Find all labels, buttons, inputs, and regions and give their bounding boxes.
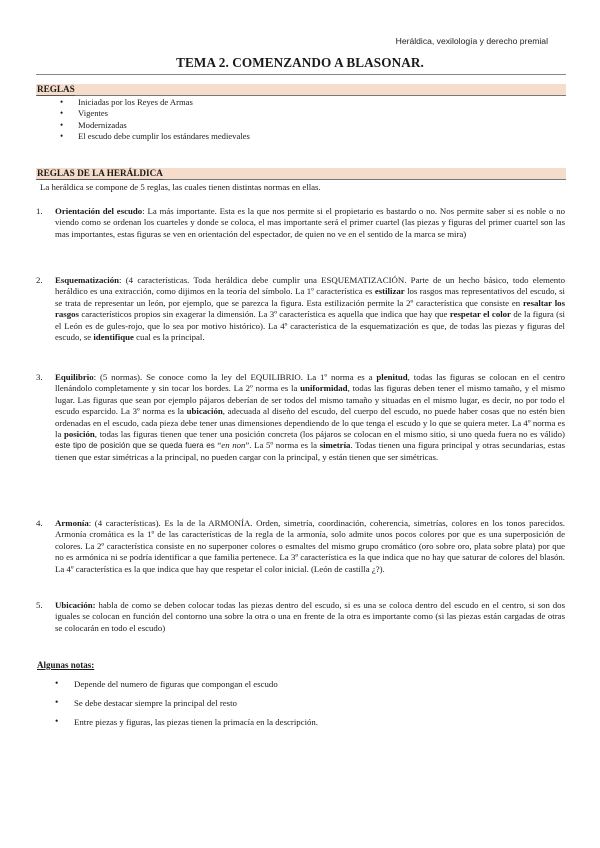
rule-text: , adecuada al diseño del escudo, del cuerpo del escudo, no puede haber cosas que no estén bien ordenadas en el escudo, cada pieza debe tener unas dimensiones dependiendo de lo que tenga el escudo y lo que se quiera meter. La 4º norma es la [55,406,565,440]
rule-number: 5. [36,600,43,610]
section-rule-reglas [36,95,566,96]
rule-number: 3. [36,372,43,382]
list-item: • Modernizadas [52,120,250,131]
rule-item-armonia [36,518,565,575]
reglas-list [52,97,250,143]
rule-term: Armonía [55,518,89,528]
rule-keyword: resaltar los rasgos [55,297,565,320]
rule-item-equilibrio [36,372,566,463]
rule-text: cual es la principal. [133,332,205,343]
list-item: • Se debe destacar siempre la principal del resto [52,694,318,713]
rule-text: : (5 normas). Se conoce como la ley del EQUILIBRIO. La 1º norma es a [93,372,377,382]
rule-text: : (4 características). Es la de la ARMONÍA. Orden, simetría, coordinación, coherencia, simetrías, colores en los tonos parecidos. Armonía cromática es la 1º de las características de la regla de la armonía, solo admite unos pocos colores por que es una superposición de colores. La 2º característica consiste en no superponer colores o esmaltes del mismo grupo cromático (oro sobre oro, plata sobre plata) por que no es armónica ni se podría identificar a que familia pertenece. La 3º característica es la que indica que no hay que saturar de colores del blasón. La 4º característica es la que indica que hay que respetar el color inicial. (León de castilla ¿?). [55,518,565,574]
rule-keyword: uniformidad [300,383,348,394]
rule-item-esquematizacion [36,275,565,343]
title-divider [36,74,566,75]
section-heading-reglas: REGLAS [37,84,75,94]
rule-text: . Todas tienen una figura principal y otras secundarias, estas tienen que estar simétricas a la principal, no pueden cargar con la principal, y están tienen que ser simétricas. [55,440,566,462]
rule-text: ”. La 5º norma es la [245,440,320,451]
rule-term: Equilibrio [55,372,94,382]
rule-keyword: ubicación [186,406,223,417]
rule-keyword: posición [63,429,95,440]
rule-text: “ [214,440,222,451]
rule-term: Esquematización [55,275,120,285]
rule-text: los rasgos mas representativos del escudo, si se trata de representar un león, por ejemplo, que se parezca la figura. Esta estilización permite la 2º característica que consiste en [55,286,565,308]
rule-item-ubicacion [36,600,565,634]
rule-text: : La más importante. Esta es la que nos permite si el propietario es bastardo o no. Nos permite saber si es noble o no viendo como se ordenan los cuarteles y donde se coloca, el mas importante será el primer cuartel (las piezas y figuras del primer cuartel son las mas importantes, estas figuras se ven en orientación del espectador, de quien no ve en el sentido de la marca se mira) [55,206,566,239]
notes-heading: Algunas notas: [37,660,95,670]
section-band-reglas [36,84,566,95]
rule-number: 2. [36,275,43,285]
rule-text-sans: este tipo de posición que se queda fuera es [55,441,215,451]
list-item: • Iniciadas por los Reyes de Armas [52,97,250,108]
rule-item-orientacion [36,206,566,240]
rule-text: habla de como se deben colocar todas las piezas dentro del escudo, si es una se coloca dentro del escudo en el centro, si son dos iguales se colocan en función del contorno una sobre la otra o una en frente de la otra es importante como (si las piezas están cargadas de otras se colocarán en todo el escudo) [55,600,565,633]
list-item: • Vigentes [52,108,250,119]
rule-number: 4. [36,518,43,528]
rule-text: de la figura (si el León es de gules-rojo, que lo sea por motivo histórico). La 4º característica de la esquematización es que, de todas las piezas y figuras del escudo, se [55,309,565,343]
rule-keyword: respetar el color [449,309,511,320]
rule-keyword: identifique [93,332,134,343]
rule-term: Orientación del escudo [55,206,143,216]
heraldica-intro: La heráldica se compone de 5 reglas, las cuales tienen distintas normas en ellas. [40,182,321,192]
rule-text: : (4 características. Toda heráldica debe cumplir una ESQUEMATIZACIÓN. Parte de un hecho básico, todo elemento heráldico es una extracción, como dijimos en la teoría del símbolo. La 1º característica es [55,275,565,297]
rule-text: , todas las figuras tienen que tener una posición concreta (los pájaros se colocan en el mismo sitio, si uno queda fuera no es válido) [94,429,565,440]
page-title: TEMA 2. COMENZANDO A BLASONAR. [176,55,424,70]
list-item: • Depende del numero de figuras que compongan el escudo [52,675,318,694]
notes-list [52,675,318,733]
rule-number: 1. [36,206,43,216]
running-header: Heráldica, vexilología y derecho premial [395,36,548,46]
rule-keyword: simetría [319,440,351,451]
rule-keyword: plenitud [376,372,408,382]
rule-text: , todas las figuras se colocan en el centro llenándolo completamente y sin tocar los bordes. La 2º norma es la [55,372,566,394]
rule-keyword: estilizar [374,286,405,297]
list-item: • El escudo debe cumplir los estándares medievales [52,131,250,142]
rule-italic-term: en non [221,440,246,451]
rule-text: , todas las figuras deben tener el mismo tamaño, y el mismo lugar. Las figuras que sean por ejemplo pájaros deberían de ser todos del mismo tamaño y situadas en el mismo lugar, es decir, no por todo el escudo esparcido. La 3º norma es la [55,383,565,417]
rule-term: Ubicación: [55,600,96,610]
rule-text: característicos propios sin exagerar la dimensión. La 3º característica es aquella que indica que hay que [78,309,450,320]
section-heading-heraldica: REGLAS DE LA HERÁLDICA [37,168,163,178]
list-item: • Entre piezas y figuras, las piezas tienen la primacía en la descripción. [52,713,318,732]
